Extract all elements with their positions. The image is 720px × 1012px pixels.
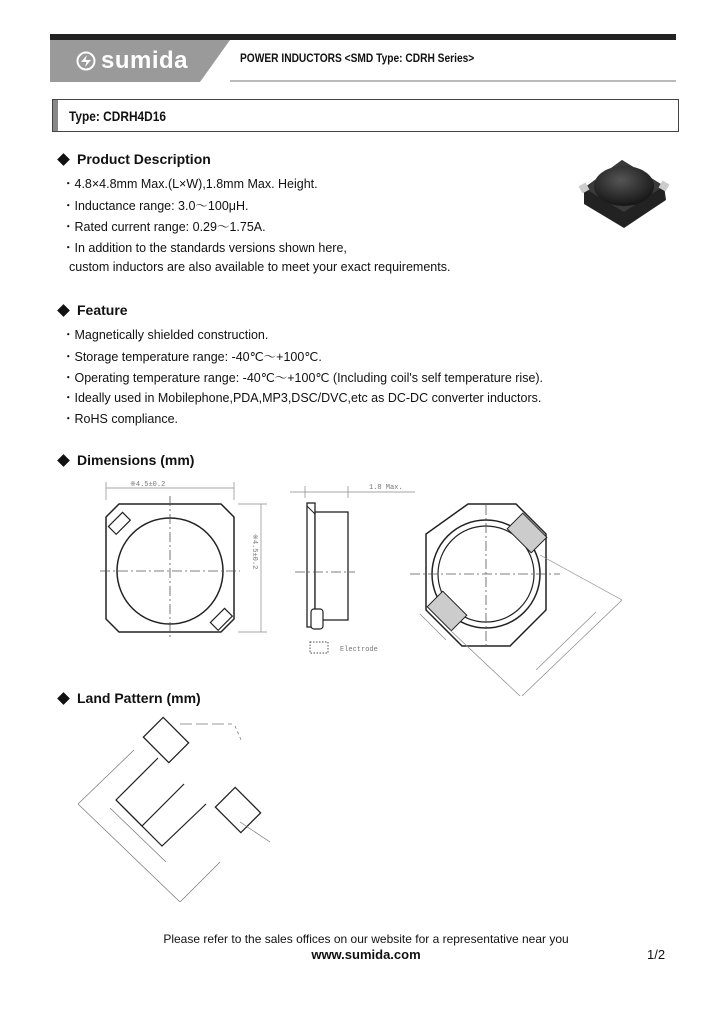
- heading-text: Land Pattern (mm): [77, 690, 201, 706]
- feature-heading: [58, 302, 128, 318]
- description-line-4: ・In addition to the standards versions shown here,: [62, 241, 347, 255]
- product-photo: [574, 150, 674, 230]
- sumida-logo-icon: [76, 51, 96, 71]
- feature-line-2: ・Storage temperature range: -40℃～+100℃.: [62, 350, 322, 364]
- product-description-heading: [58, 151, 211, 167]
- feature-line-4: ・Ideally used in Mobilephone,PDA,MP3,DSC/DVC,etc as DC-DC converter inductors.: [62, 391, 542, 405]
- heading-text: Product Description: [77, 151, 211, 167]
- electrode-legend-label: Electrode: [340, 646, 378, 654]
- header-underline: [230, 80, 676, 82]
- brand-name: sumida: [101, 47, 189, 74]
- diamond-bullet-icon: [57, 692, 70, 705]
- footer-website-link[interactable]: www.sumida.com: [311, 947, 421, 962]
- feature-line-1: ・Magnetically shielded construction.: [62, 328, 269, 342]
- feature-line-3: ・Operating temperature range: -40℃～+100℃ (Including coil's self temperature rise).: [62, 371, 544, 385]
- diamond-bullet-icon: [57, 153, 70, 166]
- header-slant: [200, 40, 230, 82]
- type-label: Type: CDRH4D16: [69, 108, 166, 124]
- type-box: [52, 99, 679, 132]
- land-pattern-drawing: [70, 712, 290, 902]
- side-height-label: 1.8 Max.: [369, 484, 403, 492]
- land-pattern-heading: [58, 690, 201, 706]
- dimension-top-view: [95, 474, 275, 644]
- dimension-rotated-view: [410, 500, 630, 700]
- footer-note: Please refer to the sales offices on our website for a representative near you: [163, 932, 569, 946]
- diamond-bullet-icon: [57, 304, 70, 317]
- right-height-label: ※4.5±0.2: [250, 534, 258, 570]
- header-title: POWER INDUCTORS <SMD Type: CDRH Series>: [240, 51, 475, 65]
- page-number: 1/2: [647, 947, 666, 962]
- diamond-bullet-icon: [57, 454, 70, 467]
- heading-text: Feature: [77, 302, 128, 318]
- description-line-1: ・4.8×4.8mm Max.(L×W),1.8mm Max. Height.: [62, 177, 318, 191]
- dimension-side-view: [285, 474, 420, 659]
- description-line-3: ・Rated current range: 0.29～1.75A.: [62, 220, 266, 234]
- top-width-label: ※4.5±0.2: [130, 481, 166, 489]
- description-line-5: custom inductors are also available to meet your exact requirements.: [69, 260, 451, 274]
- feature-line-5: ・RoHS compliance.: [62, 412, 179, 426]
- heading-text: Dimensions (mm): [77, 452, 195, 468]
- dimensions-heading: [58, 452, 194, 468]
- sumida-logo: [76, 47, 188, 75]
- type-box-accent: [53, 100, 58, 131]
- description-line-2: ・Inductance range: 3.0～100μH.: [62, 199, 249, 213]
